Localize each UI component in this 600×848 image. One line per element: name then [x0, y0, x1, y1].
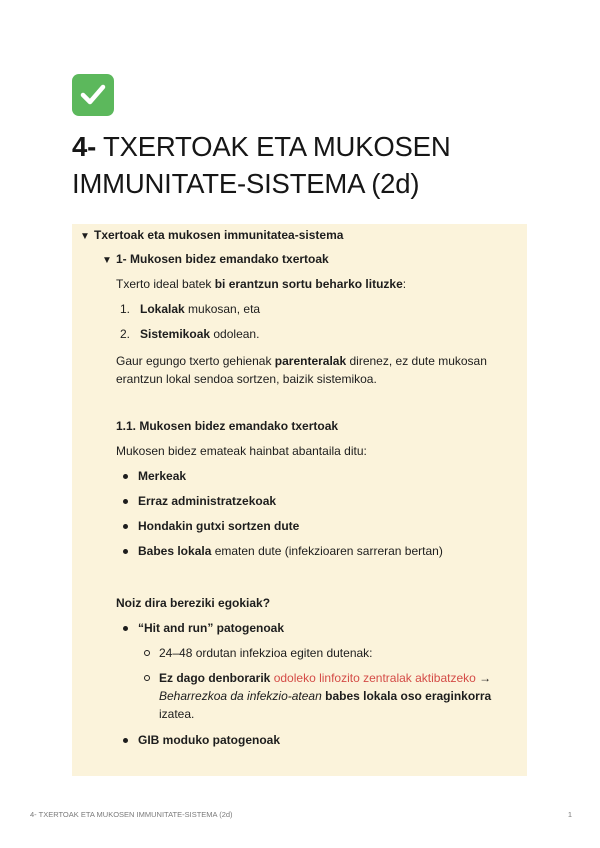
- footer-title: 4- TXERTOAK ETA MUKOSEN IMMUNITATE-SISTEMA (2d): [30, 810, 233, 819]
- bullet-icon: [123, 524, 128, 529]
- check-mark-icon: [72, 74, 114, 116]
- sub-item-2-line3: izatea.: [159, 707, 195, 721]
- advantage-item: Babes lokala ematen dute (infekzioaren sarreran bertan): [138, 544, 443, 558]
- advantage-item: Hondakin gutxi sortzen dute: [138, 519, 300, 533]
- bullet-icon: [123, 499, 128, 504]
- gib-item: GIB moduko patogenoak: [138, 733, 281, 747]
- when-heading: Noiz dira bereziki egokiak?: [116, 596, 271, 610]
- subtoggle-header[interactable]: ▼ 1- Mukosen bidez emandako txertoak: [102, 250, 329, 270]
- section-heading: 1.1. Mukosen bidez emandako txertoak: [116, 419, 339, 433]
- circle-bullet-icon: [144, 650, 150, 656]
- bullet-icon: [123, 474, 128, 479]
- sub-item-1: 24–48 ordutan infekzioa egiten dutenak:: [159, 646, 373, 660]
- page-number: 1: [567, 810, 572, 819]
- parenteral-paragraph: Gaur egungo txerto gehienak parenteralak direnez, ez dute mukosan: [116, 354, 487, 368]
- ordered-item-1: 1. Lokalak mukosan, eta: [120, 302, 261, 316]
- sub-item-2: Ez dago denborarik odoleko linfozito zentralak aktibatzeko →: [159, 671, 492, 685]
- parenteral-paragraph-line2: erantzun lokal sendoa sortzen, baizik sistemikoa.: [116, 372, 377, 386]
- bullet-icon: [123, 626, 128, 631]
- toggle-arrow-icon[interactable]: ▼: [80, 231, 90, 242]
- toggle-header[interactable]: ▼ Txertoak eta mukosen immunitatea-sistema: [80, 226, 343, 246]
- bullet-icon: [123, 549, 128, 554]
- page-title: 4- TXERTOAK ETA MUKOSEN IMMUNITATE-SISTEMA (2d): [72, 131, 451, 199]
- sub-item-2-line2: Beharrezkoa da infekzio-atean babes lokala oso eraginkorra: [159, 689, 492, 703]
- section-intro: Mukosen bidez emateak hainbat abantaila ditu:: [116, 444, 367, 458]
- circle-bullet-icon: [144, 675, 150, 681]
- subtoggle-arrow-icon[interactable]: ▼: [102, 255, 112, 266]
- advantage-item: Erraz administratzekoak: [138, 494, 277, 508]
- intro-text: Txerto ideal batek bi erantzun sortu beharko lituzke:: [116, 277, 407, 291]
- advantage-item: Merkeak: [138, 469, 187, 483]
- hit-run-item: “Hit and run” patogenoak: [138, 621, 285, 635]
- ordered-item-2: 2. Sistemikoak odolean.: [120, 327, 260, 341]
- bullet-icon: [123, 738, 128, 743]
